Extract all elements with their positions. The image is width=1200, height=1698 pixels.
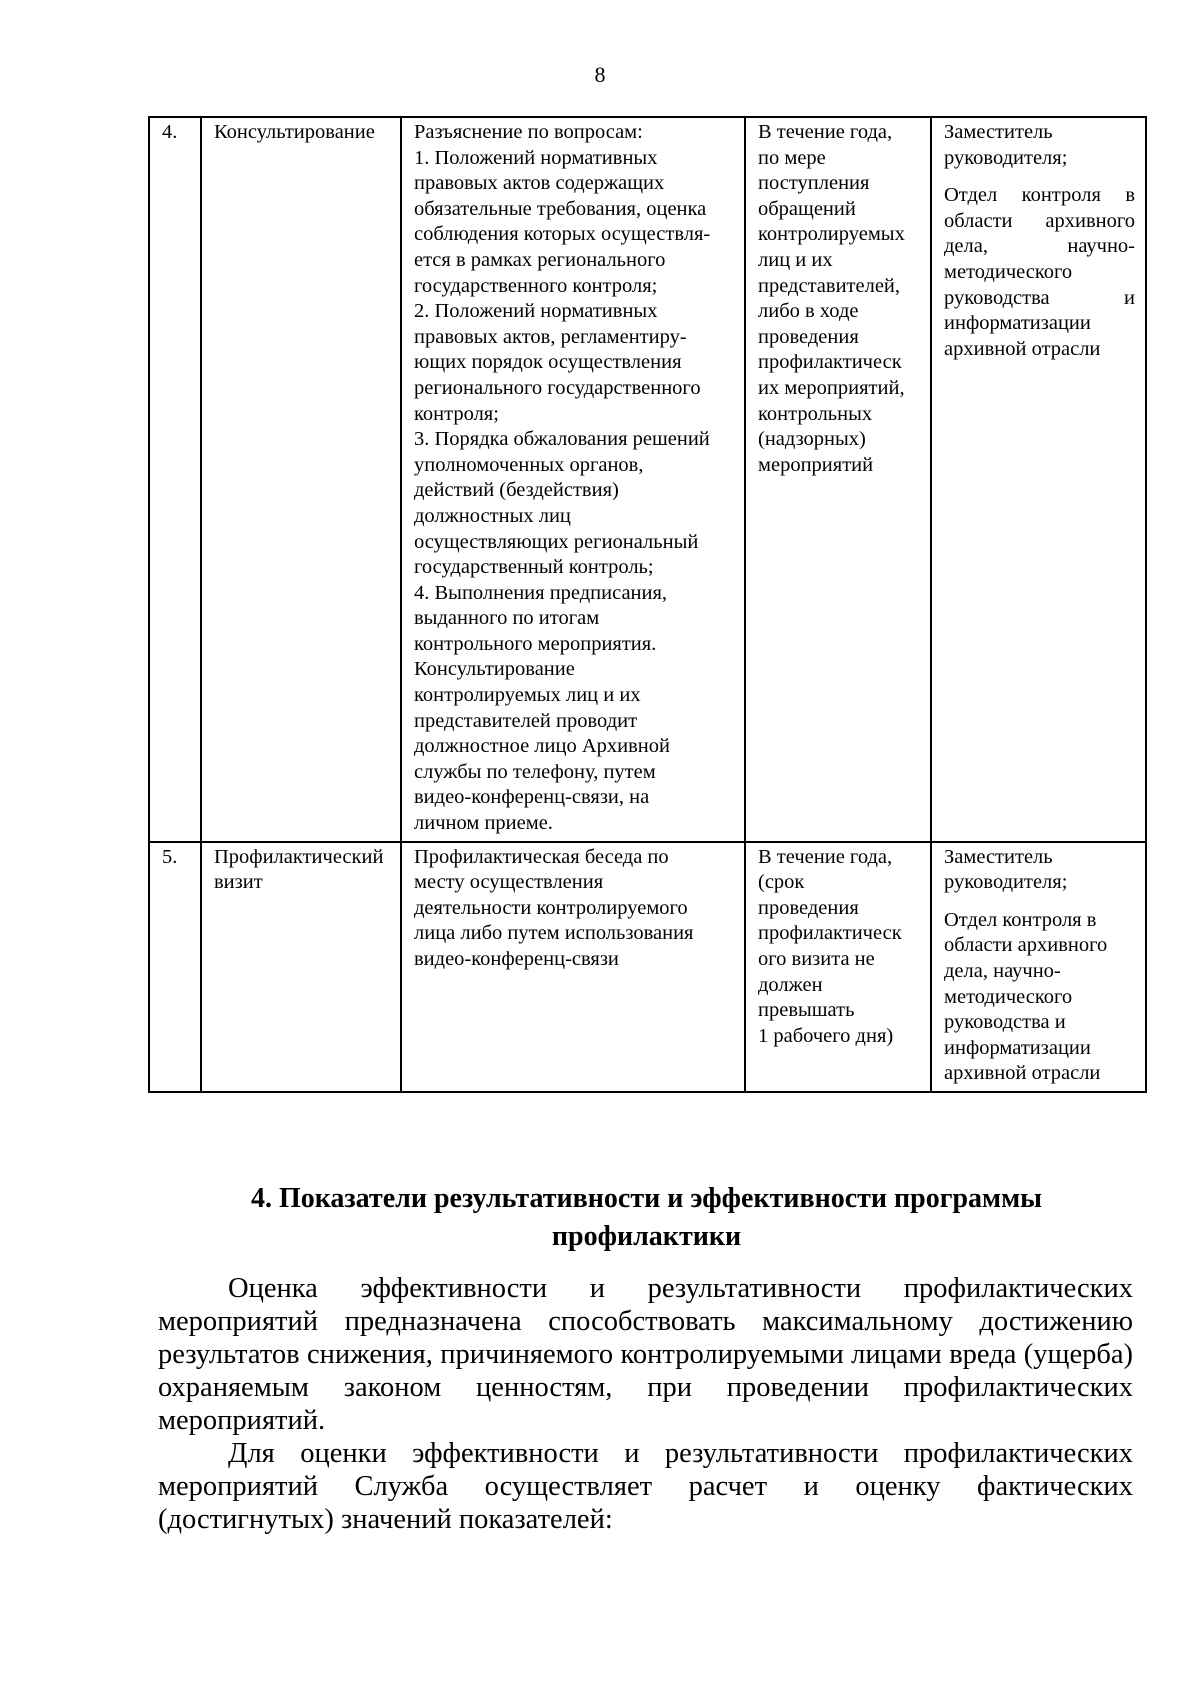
text-line: осуществляющих региональный: [414, 530, 699, 553]
text-line: регионального государственного: [414, 376, 701, 399]
paragraph: [158, 1272, 1133, 1437]
activity-responsible: [931, 117, 1146, 842]
activity-timing: [745, 842, 931, 1092]
text-line: руководителя;: [944, 871, 1068, 894]
paragraph-line: результатов снижения, причиняемого контролируемыми лицами вреда (ущерба): [158, 1339, 1133, 1370]
row-number: 5.: [149, 842, 201, 1092]
text-line: Заместитель: [944, 845, 1053, 868]
text-line: лиц и их: [758, 248, 833, 271]
activity-description: [401, 117, 745, 842]
row-number: 4.: [149, 117, 201, 842]
text-line: поступления: [758, 172, 870, 195]
text-line: уполномоченных органов,: [414, 453, 644, 476]
text-line: должен: [758, 973, 823, 996]
text-line: области архивного: [944, 209, 1135, 232]
text-line: государственного контроля;: [414, 274, 658, 297]
activity-description: [401, 842, 745, 1092]
text-line: контролируемых лиц и их: [414, 684, 641, 707]
activities-table: [148, 116, 1147, 1093]
text-line: 1 рабочего дня): [758, 1024, 894, 1047]
text-line: обязательные требования, оценка: [414, 197, 707, 220]
text-line: Отдел контроля в: [944, 908, 1097, 931]
text-line: проведения: [758, 325, 859, 348]
text-line: дела, научно-: [944, 960, 1061, 982]
text-line: профилактическ: [758, 922, 902, 945]
page-number: 8: [594, 62, 606, 87]
text-line: (срок: [758, 871, 805, 894]
text-line: должностное лицо Архивной: [414, 735, 670, 758]
activity-name: [201, 842, 401, 1092]
paragraph-line: мероприятий Служба осуществляет расчет и оценку фактических: [158, 1471, 1133, 1502]
text-line: видео-конференц-связи: [414, 948, 619, 970]
text-line: ющих порядок осуществления: [414, 351, 682, 374]
text-line: правовых актов содержащих: [414, 172, 665, 195]
section-title: [148, 1180, 1145, 1256]
text-line: государственный контроль;: [414, 556, 654, 579]
text-line: превышать: [758, 999, 855, 1022]
text-line: 2. Положений нормативных: [414, 300, 658, 323]
text-line: информатизации: [944, 312, 1091, 335]
text-line: Профилактическая беседа по: [414, 845, 669, 868]
text-line: Отдел контроля в: [944, 184, 1135, 207]
text-line: дела, научно-: [944, 235, 1135, 258]
text-line: по мере: [758, 146, 826, 169]
text-line: архивной отрасли: [944, 337, 1101, 360]
text-line: методического: [944, 985, 1073, 1008]
text-line: личном приеме.: [414, 812, 553, 835]
text-line: руководства и: [944, 1011, 1066, 1034]
text-line: Заместитель: [944, 121, 1053, 143]
activity-timing: [745, 117, 931, 842]
text-line: 4. Выполнения предписания,: [414, 581, 668, 604]
text-line: лица либо путем использования: [414, 922, 694, 945]
text-line: представителей,: [758, 274, 901, 297]
paragraph-line: Оценка эффективности и результативности профилактических: [228, 1273, 1133, 1304]
text-line: их мероприятий,: [758, 376, 905, 399]
text-line: службы по телефону, путем: [414, 760, 656, 783]
text-line: Профилактический: [214, 845, 384, 868]
text-line: контролируемых: [758, 223, 905, 246]
table-row: [149, 117, 1146, 842]
text-line: области архивного: [944, 934, 1108, 957]
text-line: методического: [944, 260, 1073, 283]
activity-responsible: [931, 842, 1146, 1092]
text-line: проведения: [758, 896, 859, 919]
text-line: 1. Положений нормативных: [414, 146, 658, 169]
text-line: контроля;: [414, 402, 499, 425]
text-line: В течение года,: [758, 845, 893, 868]
text-line: правовых актов, регламентиру-: [414, 325, 687, 348]
text-line: Консультирование: [414, 658, 575, 681]
paragraph-line: охраняемым законом ценностям, при проведении профилактических: [158, 1372, 1133, 1403]
text-line: визит: [214, 871, 263, 894]
text-line: видео-конференц-связи, на: [414, 786, 650, 809]
text-line: профилактическ: [758, 351, 902, 374]
text-line: выданного по итогам: [414, 607, 600, 630]
paragraph: [158, 1437, 1133, 1536]
text-line: либо в ходе: [758, 300, 859, 323]
text-line: архивной отрасли: [944, 1062, 1101, 1085]
text-line: информатизации: [944, 1036, 1091, 1059]
text-line: руководства и: [944, 286, 1135, 309]
text-line: руководителя;: [944, 146, 1068, 169]
text-line: месту осуществления: [414, 871, 604, 894]
paragraph-line: мероприятий.: [158, 1405, 326, 1436]
section-title-line: профилактики: [551, 1221, 742, 1252]
text-line: ого визита не: [758, 948, 875, 970]
text-line: (надзорных): [758, 428, 866, 451]
text-line: мероприятий: [758, 453, 874, 476]
table-row: [149, 842, 1146, 1092]
text-line: соблюдения которых осуществля-: [414, 223, 711, 246]
text-line: Разъяснение по вопросам:: [414, 121, 643, 143]
text-line: контрольных: [758, 402, 873, 425]
text-line: действий (бездействия): [414, 479, 619, 502]
paragraph-line: Для оценки эффективности и результативности профилактических: [228, 1438, 1133, 1469]
text-line: должностных лиц: [414, 504, 571, 527]
text-line: контрольного мероприятия.: [414, 632, 657, 655]
paragraph-line: мероприятий предназначена способствовать максимальному достижению: [158, 1306, 1133, 1337]
section-title-line: 4. Показатели результативности и эффективности программы: [250, 1183, 1043, 1214]
text-line: В течение года,: [758, 121, 893, 143]
paragraph-line: (достигнутых) значений показателей:: [158, 1504, 613, 1535]
activity-name: Консультирование: [201, 117, 401, 842]
text-line: представителей проводит: [414, 709, 638, 732]
text-line: ется в рамках регионального: [414, 248, 666, 271]
text-line: 3. Порядка обжалования решений: [414, 428, 710, 451]
text-line: обращений: [758, 197, 856, 220]
text-line: деятельности контролируемого: [414, 896, 688, 919]
